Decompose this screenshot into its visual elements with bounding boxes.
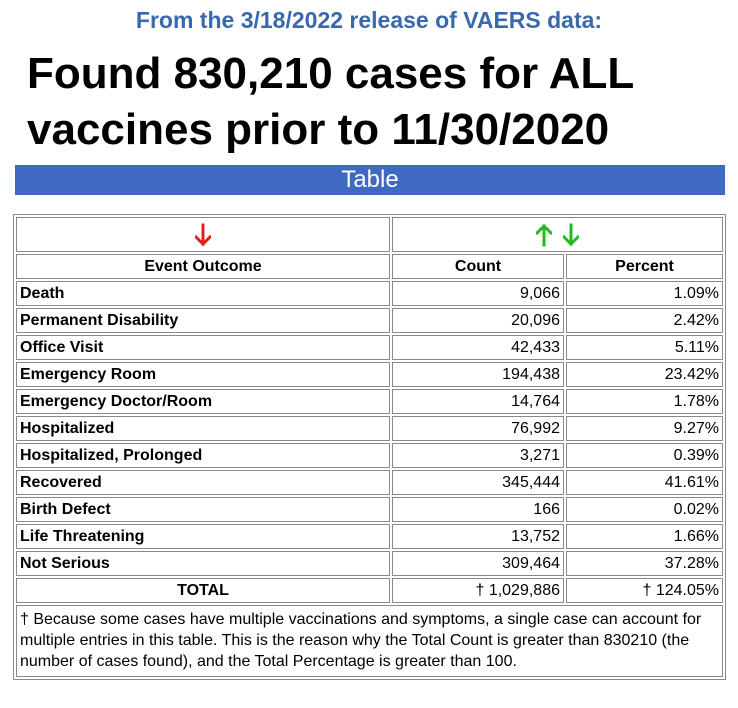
percent-cell: 41.61%	[566, 470, 723, 495]
table-row	[16, 281, 723, 306]
event-outcome-cell: Death	[16, 281, 390, 306]
page-title: Found 830,210 cases for ALL vaccines prior to 11/30/2020	[27, 49, 634, 154]
table-row	[16, 497, 723, 522]
table-row	[16, 389, 723, 414]
arrow-down-icon[interactable]	[563, 223, 579, 247]
event-outcome-cell: Hospitalized, Prolonged	[16, 443, 390, 468]
table-row	[16, 551, 723, 576]
percent-cell: 9.27%	[566, 416, 723, 441]
event-outcome-cell: Not Serious	[16, 551, 390, 576]
percent-cell: 5.11%	[566, 335, 723, 360]
total-count: † 1,029,886	[392, 578, 564, 603]
percent-cell: 1.78%	[566, 389, 723, 414]
header-count[interactable]: Count	[392, 254, 564, 279]
count-cell: 3,271	[392, 443, 564, 468]
count-cell: 20,096	[392, 308, 564, 333]
percent-cell: 2.42%	[566, 308, 723, 333]
table-row	[16, 524, 723, 549]
count-cell: 42,433	[392, 335, 564, 360]
arrow-up-icon[interactable]	[536, 223, 552, 247]
count-cell: 14,764	[392, 389, 564, 414]
table-banner: Table	[15, 165, 725, 195]
arrow-down-icon[interactable]	[195, 223, 211, 247]
release-line: From the 3/18/2022 release of VAERS data:	[135, 7, 603, 33]
event-outcome-cell: Hospitalized	[16, 416, 390, 441]
count-cell: 76,992	[392, 416, 564, 441]
count-cell: 13,752	[392, 524, 564, 549]
header-percent[interactable]: Percent	[566, 254, 723, 279]
event-outcome-cell: Permanent Disability	[16, 308, 390, 333]
event-outcome-cell: Office Visit	[16, 335, 390, 360]
total-label: TOTAL	[16, 578, 390, 603]
percent-cell: 1.09%	[566, 281, 723, 306]
outcome-sort-cell[interactable]	[16, 217, 390, 252]
percent-cell: 23.42%	[566, 362, 723, 387]
header-row	[16, 254, 723, 279]
count-cell: 309,464	[392, 551, 564, 576]
total-percent: † 124.05%	[566, 578, 723, 603]
percent-cell: 0.02%	[566, 497, 723, 522]
count-cell: 166	[392, 497, 564, 522]
event-outcome-cell: Recovered	[16, 470, 390, 495]
count-sort-cell	[392, 217, 723, 252]
table-row	[16, 308, 723, 333]
footnote: † Because some cases have multiple vaccinations and symptoms, a single case can account for multiple entries in this table. This is the reason why the Total Count is greater than 830210 (the number of cases found), and the Total Percentage is greater than 100.	[16, 605, 723, 677]
total-row	[16, 578, 723, 603]
table-row	[16, 416, 723, 441]
percent-cell: 37.28%	[566, 551, 723, 576]
percent-cell: 1.66%	[566, 524, 723, 549]
percent-cell: 0.39%	[566, 443, 723, 468]
footnote-row	[16, 605, 723, 677]
table-row	[16, 443, 723, 468]
event-outcome-cell: Emergency Doctor/Room	[16, 389, 390, 414]
table-row	[16, 470, 723, 495]
event-outcome-cell: Life Threatening	[16, 524, 390, 549]
count-cell: 194,438	[392, 362, 564, 387]
table-row	[16, 335, 723, 360]
results-table	[13, 214, 726, 680]
sort-row	[16, 217, 723, 252]
header-event-outcome[interactable]: Event Outcome	[16, 254, 390, 279]
count-cell: 345,444	[392, 470, 564, 495]
event-outcome-cell: Birth Defect	[16, 497, 390, 522]
event-outcome-cell: Emergency Room	[16, 362, 390, 387]
count-cell: 9,066	[392, 281, 564, 306]
table-row	[16, 362, 723, 387]
